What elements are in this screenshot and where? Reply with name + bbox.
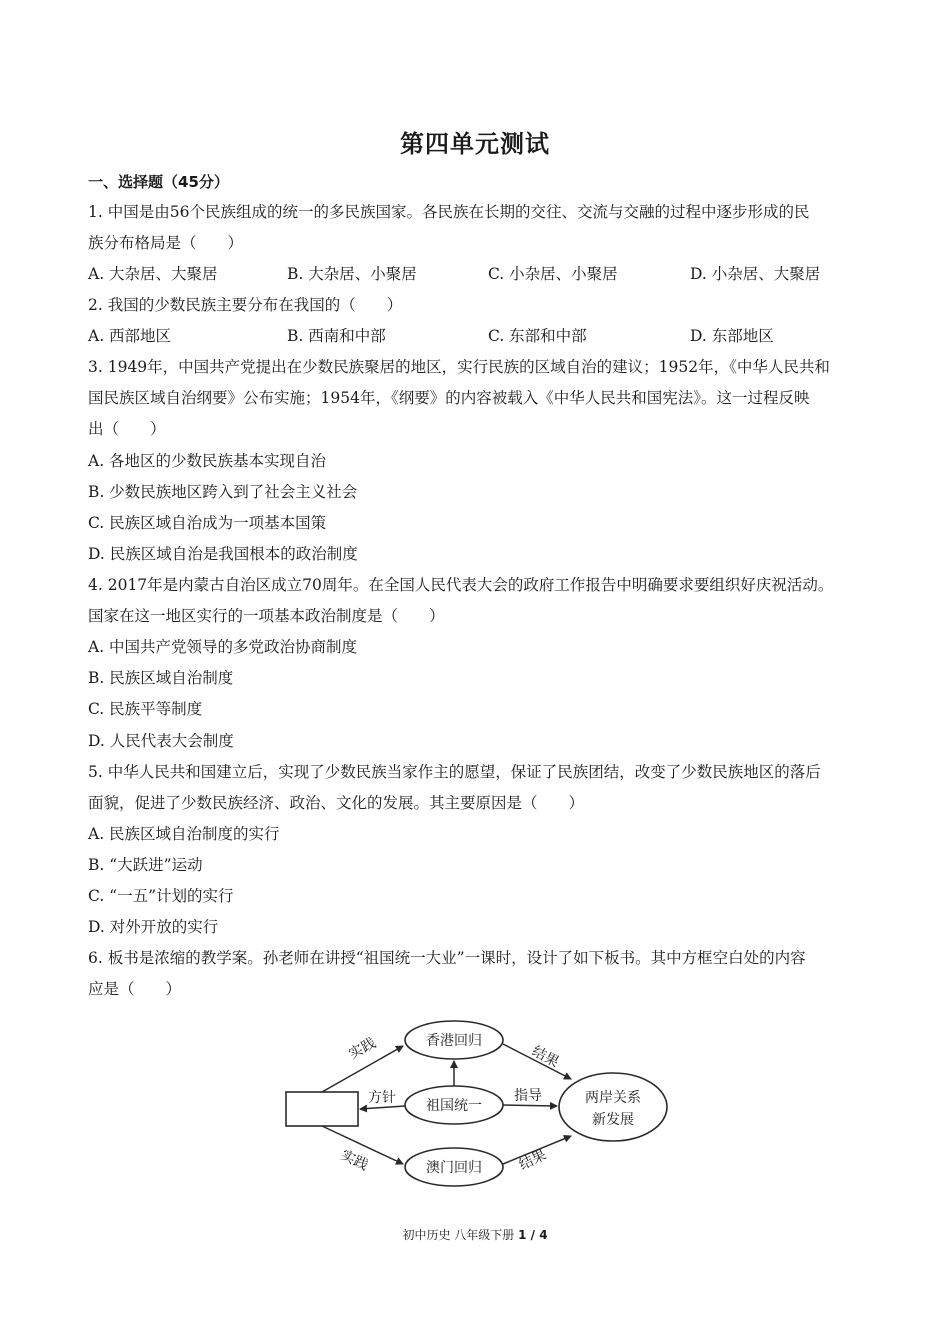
footer-text: 初中历史 八年级下册	[402, 1228, 515, 1242]
question-6-line-1: 6. 板书是浓缩的教学案。孙老师在讲授“祖国统一大业”一课时，设计了如下板书。其中方框空白处的内容	[88, 949, 806, 967]
label-result-top: 结果	[529, 1043, 562, 1071]
question-1-option-d: D. 小杂居、大聚居	[690, 265, 821, 283]
question-6-line-2: 应是（ ）	[88, 980, 182, 998]
question-4-option-a: A. 中国共产党领导的多党政治协商制度	[88, 638, 358, 656]
label-policy: 方针	[368, 1090, 396, 1106]
section-heading: 一、选择题（45分）	[88, 173, 229, 191]
reunification-diagram	[268, 1014, 678, 1194]
question-1-option-b: B. 大杂居、小聚居	[287, 265, 417, 283]
label-practice-top: 实践	[346, 1035, 379, 1063]
question-1-option-a: A. 大杂居、大聚居	[88, 265, 218, 283]
question-4-option-c: C. 民族平等制度	[88, 700, 203, 718]
question-2-option-b: B. 西南和中部	[287, 327, 386, 345]
question-1-option-c: C. 小杂居、小聚居	[488, 265, 618, 283]
label-guide: 指导	[514, 1088, 542, 1104]
question-4-line-1: 4. 2017年是内蒙古自治区成立70周年。在全国人民代表大会的政府工作报告中明确要求要组织好庆祝活动。	[88, 576, 834, 594]
question-3-line-2: 国民族区域自治纲要》公布实施；1954年，《纲要》的内容被载入《中华人民共和国宪法》。这一过程反映	[88, 389, 810, 407]
question-5-option-d: D. 对外开放的实行	[88, 918, 219, 936]
question-2-option-d: D. 东部地区	[690, 327, 774, 345]
question-2-line-1: 2. 我国的少数民族主要分布在我国的（ ）	[88, 296, 403, 314]
question-4-option-d: D. 人民代表大会制度	[88, 732, 234, 750]
macau-node-label: 澳门回归	[426, 1160, 482, 1176]
question-3-option-d: D. 民族区域自治是我国根本的政治制度	[88, 545, 358, 563]
blank-answer-box	[286, 1092, 358, 1126]
footer-page-number: 1 / 4	[518, 1228, 548, 1242]
cross-strait-node	[559, 1073, 667, 1141]
question-5-line-1: 5. 中华人民共和国建立后，实现了少数民族当家作主的愿望，保证了民族团结，改变了少数民族地区的落后	[88, 763, 821, 781]
question-4-option-b: B. 民族区域自治制度	[88, 669, 234, 687]
question-3-line-3: 出（ ）	[88, 420, 166, 438]
question-2-option-c: C. 东部和中部	[488, 327, 587, 345]
hong-kong-node-label: 香港回归	[426, 1033, 482, 1049]
label-practice-bottom: 实践	[338, 1147, 371, 1174]
question-5-option-a: A. 民族区域自治制度的实行	[88, 825, 280, 843]
question-5-option-b: B. “大跃进”运动	[88, 856, 203, 874]
question-5-line-2: 面貌，促进了少数民族经济、政治、文化的发展。其主要原因是（ ）	[88, 794, 585, 812]
cross-strait-node-label-2: 新发展	[592, 1112, 634, 1128]
question-3-option-a: A. 各地区的少数民族基本实现自治	[88, 452, 327, 470]
question-5-option-c: C. “一五”计划的实行	[88, 887, 234, 905]
reunification-node-label: 祖国统一	[426, 1098, 482, 1114]
arrow-guide	[503, 1105, 557, 1106]
question-3-line-1: 3. 1949年，中国共产党提出在少数民族聚居的地区，实行民族的区域自治的建议；1952年，《中华人民共和	[88, 358, 830, 376]
label-result-bottom: 结果	[516, 1146, 549, 1174]
question-2-option-a: A. 西部地区	[88, 327, 172, 345]
question-4-line-2: 国家在这一地区实行的一项基本政治制度是（ ）	[88, 607, 445, 625]
cross-strait-node-label-1: 两岸关系	[585, 1090, 641, 1106]
question-3-option-c: C. 民族区域自治成为一项基本国策	[88, 514, 327, 532]
page-footer	[0, 1226, 950, 1243]
page-title: 第四单元测试	[400, 130, 550, 158]
question-1-line-2: 族分布格局是（ ）	[88, 234, 244, 252]
arrow-policy	[360, 1106, 405, 1109]
question-3-option-b: B. 少数民族地区跨入到了社会主义社会	[88, 483, 358, 501]
question-1-line-1: 1. 中国是由56个民族组成的统一的多民族国家。各民族在长期的交往、交流与交融的过程中逐步形成的民	[88, 203, 810, 221]
